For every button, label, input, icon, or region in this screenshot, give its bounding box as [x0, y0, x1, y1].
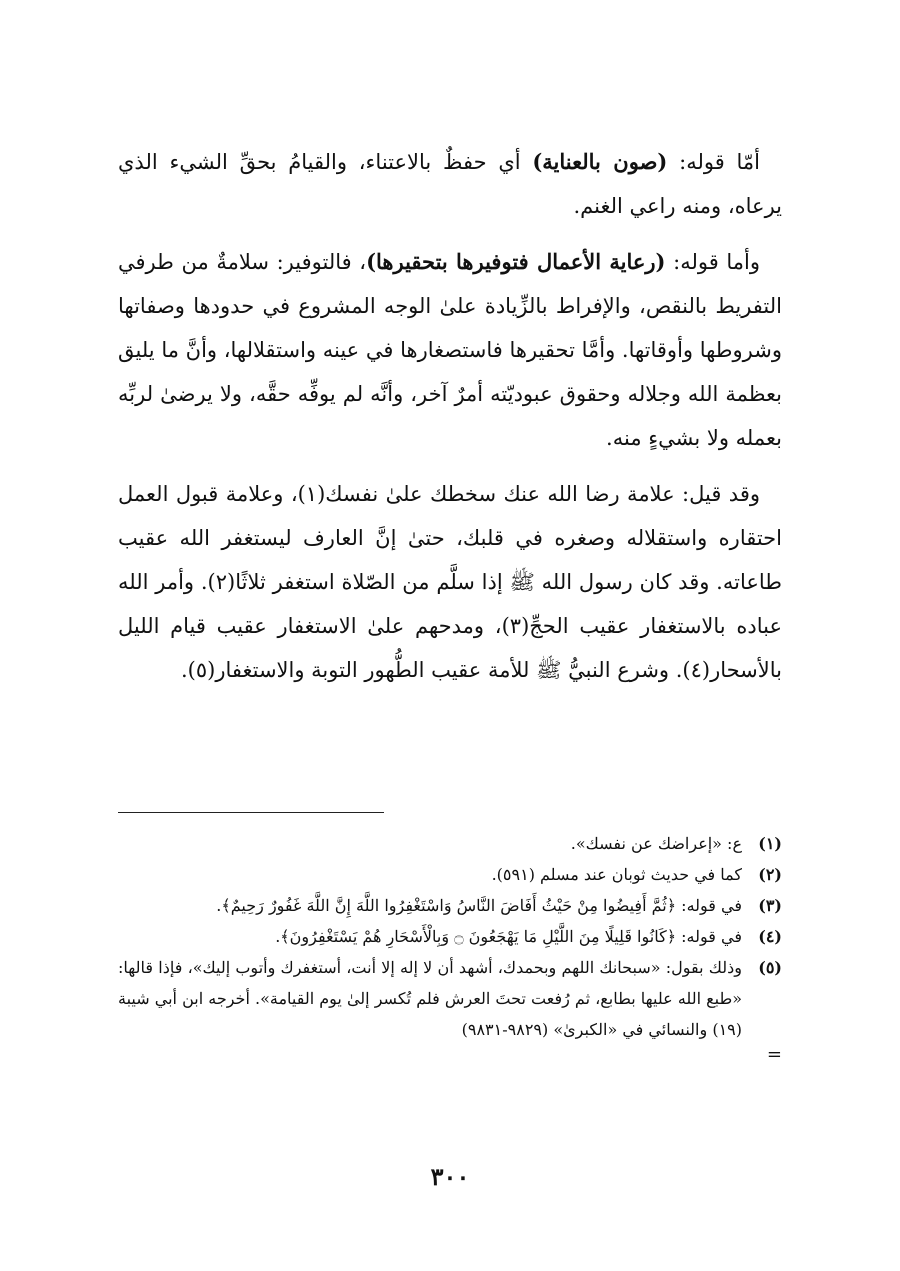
bold-quote-2: (رعاية الأعمال فتوفيرها بتحقيرها) — [366, 249, 666, 274]
footnote-text: وذلك بقول: «سبحانك اللهم وبحمدك، أشهد أن لا إله إلا أنت، أستغفرك وأتوب إليك»، فإذا قالها: «طبع الله عليها بطابع، ثم رُفعت تحتَ العرش فلم تُكسر إلىٰ يوم القيامة». أخرجه ابن أبي شيبة (١٩) والنسائي في «الكبرىٰ» (٩٨٢٩-٩٨٣١) — [118, 958, 742, 1039]
bold-quote-1: (صون بالعناية) — [532, 149, 668, 174]
paragraph-2: وأما قوله: (رعاية الأعمال فتوفيرها بتحقيرها)، فالتوفير: سلامةٌ من طرفي التفريط بالنقص، والإفراط بالزِّيادة علىٰ الوجه المشروع في حدودها وصفاتها وشروطها وأوقاتها. وأمَّا تحقيرها فاستصغارها في عينه واستقلالها، وأنَّ ما يليق بعظمة الله وجلاله وحقوق عبوديّته أمرٌ آخر، وأنَّه لم يوفِّه حقَّه، ولا يرضىٰ لربِّه بعمله ولا بشيءٍ منه. — [118, 249, 782, 450]
footnote-1 — [118, 828, 782, 859]
paragraph-3: وقد قيل: علامة رضا الله عنك سخطك علىٰ نفسك(١)، وعلامة قبول العمل احتقاره واستقلاله وصغره في قلبك، حتىٰ إنَّ العارف ليستغفر الله عقيب طاعاته. وقد كان رسول الله ﷺ إذا سلَّم من الصّلاة استغفر ثلاثًا(٢). وأمر الله عباده بالاستغفار عقيب الحجِّ(٣)، ومدحهم علىٰ الاستغفار عقيب قيام الليل بالأسحار(٤). وشرع النبيُّ ﷺ للأمة عقيب الطُّهور التوبة والاستغفار(٥). — [118, 482, 782, 682]
footnote-separator — [118, 812, 384, 813]
footnote-2 — [118, 859, 782, 890]
footnotes — [118, 828, 782, 1065]
main-text — [118, 140, 782, 704]
footnote-number: (٣) — [758, 896, 782, 915]
footnote-text: كما في حديث ثوبان عند مسلم (٥٩١). — [491, 865, 742, 884]
footnote-number: (١) — [758, 834, 782, 853]
footnote-text: في قوله: ﴿كَانُوا قَلِيلًا مِنَ اللَّيْلِ مَا يَهْجَعُونَ ۝ وَبِالْأَسْحَارِ هُمْ يَسْتَغْفِرُونَ﴾. — [275, 927, 742, 946]
paragraph-1: أمّا قوله: (صون بالعناية) أي حفظٌ بالاعتناء، والقيامُ بحقِّ الشيء الذي يرعاه، ومنه راعي الغنم. — [118, 149, 782, 218]
page-number: ٣٠٠ — [430, 1162, 470, 1191]
footnote-3 — [118, 890, 782, 921]
continuation-mark: = — [766, 1044, 782, 1065]
footnote-number: (٥) — [758, 958, 782, 977]
footnote-text: ع: «إعراضك عن نفسك». — [570, 834, 742, 853]
footnote-number: (٤) — [758, 927, 782, 946]
footnote-5 — [118, 952, 782, 1045]
footnote-4 — [118, 921, 782, 952]
footnote-number: (٢) — [758, 865, 782, 884]
footnote-text: في قوله: ﴿ثُمَّ أَفِيضُوا مِنْ حَيْثُ أَفَاضَ النَّاسُ وَاسْتَغْفِرُوا اللَّهَ إِنَّ اللَّهَ غَفُورٌ رَحِيمٌ﴾. — [216, 896, 742, 915]
